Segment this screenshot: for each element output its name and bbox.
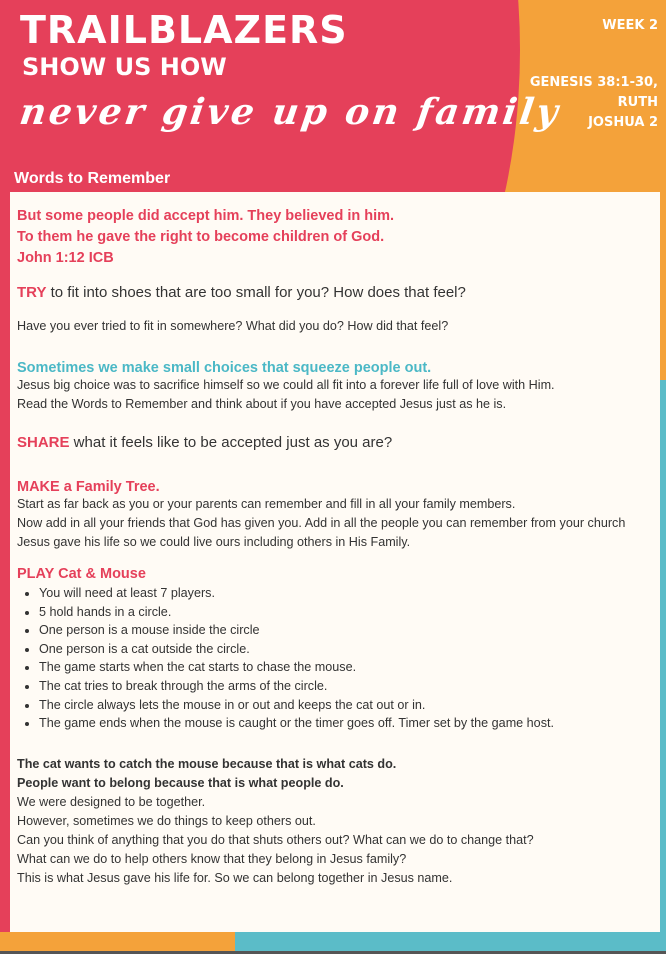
choices-line: Read the Words to Remember and think about if you have accepted Jesus just as he is. xyxy=(17,397,507,411)
verse-line: To them he gave the right to become children of God. xyxy=(17,229,385,245)
closing-line: We were designed to be together. xyxy=(17,794,206,809)
list-item: • The game starts when the cat starts to chase the mouse. xyxy=(39,658,652,677)
list-item: • The cat tries to break through the arms of the circle. xyxy=(39,677,652,696)
list-item: • The game ends when the mouse is caught or the timer goes off. Timer set by the game host. xyxy=(39,714,652,733)
content-card xyxy=(10,192,660,932)
closing-bold-line: The cat wants to catch the mouse because that is what cats do. xyxy=(17,756,397,771)
family-tree-line: Now add in all your friends that God has given you. Add in all the people you can remember from your church xyxy=(17,516,626,530)
closing-line: What can we do to help others know that they belong in Jesus family? xyxy=(17,851,407,866)
try-prompt xyxy=(17,283,652,303)
closing-bold-line: People want to belong because that is what people do. xyxy=(17,775,344,790)
try-keyword: TRY xyxy=(17,284,47,301)
family-tree-heading: MAKE a Family Tree. xyxy=(17,479,160,495)
closing-line: However, sometimes we do things to keep others out. xyxy=(17,813,316,828)
list-item: • One person is a mouse inside the circle xyxy=(39,621,652,640)
page-title: TRAILBLAZERS xyxy=(20,8,348,52)
family-tree-line: Jesus gave his life so we could live ours including others in His Family. xyxy=(17,535,411,549)
share-text: what it feels like to be accepted just as you are? xyxy=(69,434,393,451)
list-item: • You will need at least 7 players. xyxy=(39,584,652,603)
game-instructions xyxy=(17,584,652,733)
reference-line: RUTH xyxy=(617,95,658,110)
choices-line: Jesus big choice was to sacrifice himself so we could all fit into a forever life full of love with Him. xyxy=(17,378,555,392)
share-keyword: SHARE xyxy=(17,434,70,451)
list-item: • The circle always lets the mouse in or out and keeps the cat out or in. xyxy=(39,696,652,715)
choices-heading: Sometimes we make small choices that squeeze people out. xyxy=(17,360,432,376)
closing-line: This is what Jesus gave his life for. So we can belong together in Jesus name. xyxy=(17,870,453,885)
verse-line: But some people did accept him. They believed in him. xyxy=(17,208,395,224)
reference-line: GENESIS 38:1-30, xyxy=(529,75,658,90)
closing-section xyxy=(17,755,652,888)
closing-line: Can you think of anything that you do that shuts others out? What can we do to change that? xyxy=(17,832,534,847)
list-item: • One person is a cat outside the circle. xyxy=(39,640,652,659)
words-to-remember-heading: Words to Remember xyxy=(14,170,171,187)
try-text: to fit into shoes that are too small for you? How does that feel? xyxy=(46,284,466,301)
list-item: • 5 hold hands in a circle. xyxy=(39,603,652,622)
week-label: WEEK 2 xyxy=(602,18,658,33)
scripture-references xyxy=(530,73,658,133)
page-subtitle: SHOW US HOW xyxy=(22,53,227,81)
script-title: never give up on family xyxy=(17,91,564,133)
verse-reference: John 1:12 ICB xyxy=(17,250,114,266)
share-prompt xyxy=(17,433,652,453)
game-heading: PLAY Cat & Mouse xyxy=(17,566,146,582)
try-question: Have you ever tried to fit in somewhere? What did you do? How did that feel? xyxy=(17,319,449,333)
family-tree-line: Start as far back as you or your parents can remember and fill in all your family members. xyxy=(17,497,516,511)
reference-line: JOSHUA 2 xyxy=(588,115,658,130)
memory-verse xyxy=(17,206,652,269)
